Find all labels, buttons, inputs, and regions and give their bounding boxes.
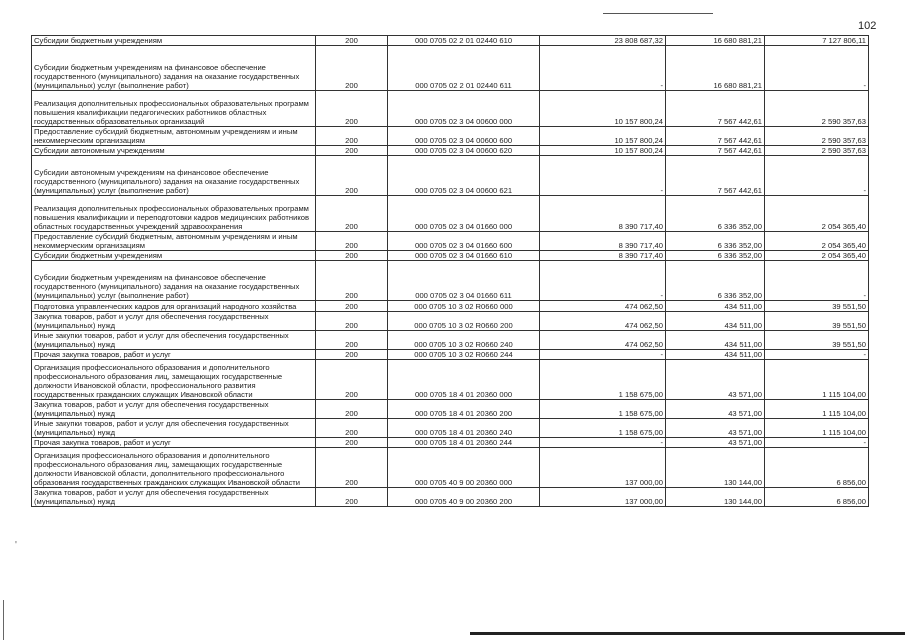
table-row — [32, 251, 869, 261]
executed-amount: 43 571,00 — [666, 360, 765, 400]
table-row — [32, 261, 869, 301]
remaining-amount: 2 054 365,40 — [765, 196, 869, 232]
table-row — [32, 301, 869, 312]
budget-code: 000 0705 18 4 01 20360 244 — [388, 438, 540, 448]
table-row — [32, 156, 869, 196]
row-name: Предоставление субсидий бюджетным, автономным учреждениям и иным некоммерческим организациям — [32, 127, 316, 146]
table-row — [32, 360, 869, 400]
budget-table — [31, 35, 869, 507]
admin-code: 200 — [316, 232, 388, 251]
remaining-amount: 2 590 357,63 — [765, 127, 869, 146]
budget-code: 000 0705 18 4 01 20360 240 — [388, 419, 540, 438]
budget-code: 000 0705 02 3 04 01660 600 — [388, 232, 540, 251]
planned-amount: 8 390 717,40 — [540, 251, 666, 261]
executed-amount: 434 511,00 — [666, 312, 765, 331]
planned-amount: 10 157 800,24 — [540, 91, 666, 127]
executed-amount: 434 511,00 — [666, 331, 765, 350]
row-name: Подготовка управленческих кадров для организаций народного хозяйства — [32, 301, 316, 312]
planned-amount: 8 390 717,40 — [540, 196, 666, 232]
executed-amount: 43 571,00 — [666, 400, 765, 419]
row-name: Субсидии бюджетным учреждениям — [32, 36, 316, 46]
table-row — [32, 91, 869, 127]
planned-amount: 10 157 800,24 — [540, 146, 666, 156]
budget-code: 000 0705 40 9 00 20360 000 — [388, 448, 540, 488]
row-name: Субсидии автономным учреждениям на финансовое обеспечение государственного (муниципального) задания на оказание государственных (муниципальных) услуг (выполнение работ) — [32, 156, 316, 196]
budget-code: 000 0705 02 3 04 00600 620 — [388, 146, 540, 156]
remaining-amount: 1 115 104,00 — [765, 360, 869, 400]
row-name: Реализация дополнительных профессиональных образовательных программ повышения квалификации педагогических работников областных государственных образовательных организаций — [32, 91, 316, 127]
executed-amount: 434 511,00 — [666, 350, 765, 360]
table-row — [32, 448, 869, 488]
remaining-amount: 1 115 104,00 — [765, 419, 869, 438]
admin-code: 200 — [316, 400, 388, 419]
executed-amount: 7 567 442,61 — [666, 91, 765, 127]
budget-code: 000 0705 18 4 01 20360 000 — [388, 360, 540, 400]
remaining-amount: 7 127 806,11 — [765, 36, 869, 46]
planned-amount: - — [540, 46, 666, 91]
table-row — [32, 438, 869, 448]
remaining-amount: 6 856,00 — [765, 488, 869, 507]
admin-code: 200 — [316, 196, 388, 232]
row-name: Предоставление субсидий бюджетным, автономным учреждениям и иным некоммерческим организациям — [32, 232, 316, 251]
table-row — [32, 46, 869, 91]
admin-code: 200 — [316, 46, 388, 91]
table-row — [32, 146, 869, 156]
remaining-amount: 2 590 357,63 — [765, 91, 869, 127]
executed-amount: 6 336 352,00 — [666, 251, 765, 261]
admin-code: 200 — [316, 488, 388, 507]
planned-amount: - — [540, 156, 666, 196]
row-name: Организация профессионального образования и дополнительного профессионального образования лиц, замещающих государственные должности Ивановской области, дополнительного профессионального образования государственных гражданских служащих Ивановской области — [32, 448, 316, 488]
budget-code: 000 0705 02 3 04 01660 611 — [388, 261, 540, 301]
planned-amount: 23 808 687,32 — [540, 36, 666, 46]
row-name: Закупка товаров, работ и услуг для обеспечения государственных (муниципальных) нужд — [32, 400, 316, 419]
table-body — [32, 36, 869, 507]
executed-amount: 6 336 352,00 — [666, 196, 765, 232]
remaining-amount: - — [765, 156, 869, 196]
page-number: 102 — [858, 20, 877, 32]
admin-code: 200 — [316, 36, 388, 46]
row-name: Субсидии бюджетным учреждениям — [32, 251, 316, 261]
budget-code: 000 0705 10 3 02 R0660 240 — [388, 331, 540, 350]
left-margin-line — [3, 600, 4, 640]
budget-code: 000 0705 18 4 01 20360 200 — [388, 400, 540, 419]
row-name: Организация профессионального образования и дополнительного профессионального образования лиц, замещающих государственные должности Ивановской области, профессионального развития государственных гражданских служащих Ивановской области — [32, 360, 316, 400]
admin-code: 200 — [316, 91, 388, 127]
planned-amount: - — [540, 438, 666, 448]
admin-code: 200 — [316, 438, 388, 448]
budget-code: 000 0705 02 3 04 00600 621 — [388, 156, 540, 196]
executed-amount: 16 680 881,21 — [666, 46, 765, 91]
planned-amount: 1 158 675,00 — [540, 419, 666, 438]
row-name: Субсидии бюджетным учреждениям на финансовое обеспечение государственного (муниципального) задания на оказание государственных (муниципальных) услуг (выполнение работ) — [32, 46, 316, 91]
executed-amount: 43 571,00 — [666, 419, 765, 438]
table-row — [32, 127, 869, 146]
budget-code: 000 0705 02 3 04 00600 000 — [388, 91, 540, 127]
budget-code: 000 0705 10 3 02 R0660 000 — [388, 301, 540, 312]
planned-amount: 137 000,00 — [540, 448, 666, 488]
remaining-amount: 2 054 365,40 — [765, 232, 869, 251]
table-row — [32, 419, 869, 438]
budget-code: 000 0705 02 3 04 01660 000 — [388, 196, 540, 232]
admin-code: 200 — [316, 419, 388, 438]
budget-code: 000 0705 02 3 04 01660 610 — [388, 251, 540, 261]
executed-amount: 7 567 442,61 — [666, 156, 765, 196]
planned-amount: 1 158 675,00 — [540, 400, 666, 419]
budget-code: 000 0705 10 3 02 R0660 244 — [388, 350, 540, 360]
planned-amount: 474 062,50 — [540, 301, 666, 312]
remaining-amount: 39 551,50 — [765, 301, 869, 312]
executed-amount: 130 144,00 — [666, 448, 765, 488]
row-name: Субсидии бюджетным учреждениям на финансовое обеспечение государственного (муниципального) задания на оказание государственных (муниципальных) услуг (выполнение работ) — [32, 261, 316, 301]
admin-code: 200 — [316, 127, 388, 146]
remaining-amount: - — [765, 46, 869, 91]
planned-amount: 474 062,50 — [540, 312, 666, 331]
margin-mark: ' — [15, 540, 17, 551]
row-name: Реализация дополнительных профессиональных образовательных программ повышения квалификации и переподготовки кадров медицинских работников областных государственных учреждений здравоохранения — [32, 196, 316, 232]
admin-code: 200 — [316, 156, 388, 196]
admin-code: 200 — [316, 448, 388, 488]
planned-amount: 10 157 800,24 — [540, 127, 666, 146]
row-name: Прочая закупка товаров, работ и услуг — [32, 350, 316, 360]
remaining-amount: 6 856,00 — [765, 448, 869, 488]
budget-code: 000 0705 02 3 04 00600 600 — [388, 127, 540, 146]
remaining-amount: 39 551,50 — [765, 312, 869, 331]
row-name: Иные закупки товаров, работ и услуг для обеспечения государственных (муниципальных) нужд — [32, 331, 316, 350]
planned-amount: 474 062,50 — [540, 331, 666, 350]
admin-code: 200 — [316, 146, 388, 156]
table-row — [32, 196, 869, 232]
executed-amount: 43 571,00 — [666, 438, 765, 448]
table-row — [32, 232, 869, 251]
remaining-amount: 2 590 357,63 — [765, 146, 869, 156]
table-row — [32, 350, 869, 360]
admin-code: 200 — [316, 350, 388, 360]
admin-code: 200 — [316, 312, 388, 331]
remaining-amount: 39 551,50 — [765, 331, 869, 350]
admin-code: 200 — [316, 301, 388, 312]
admin-code: 200 — [316, 261, 388, 301]
row-name: Иные закупки товаров, работ и услуг для обеспечения государственных (муниципальных) нужд — [32, 419, 316, 438]
table-row — [32, 36, 869, 46]
executed-amount: 6 336 352,00 — [666, 261, 765, 301]
remaining-amount: - — [765, 350, 869, 360]
admin-code: 200 — [316, 251, 388, 261]
admin-code: 200 — [316, 360, 388, 400]
budget-code: 000 0705 40 9 00 20360 200 — [388, 488, 540, 507]
executed-amount: 7 567 442,61 — [666, 146, 765, 156]
planned-amount: 1 158 675,00 — [540, 360, 666, 400]
budget-code: 000 0705 02 2 01 02440 611 — [388, 46, 540, 91]
planned-amount: 8 390 717,40 — [540, 232, 666, 251]
budget-code: 000 0705 02 2 01 02440 610 — [388, 36, 540, 46]
remaining-amount: - — [765, 261, 869, 301]
top-rule — [603, 13, 713, 14]
table-row — [32, 400, 869, 419]
executed-amount: 16 680 881,21 — [666, 36, 765, 46]
planned-amount: - — [540, 350, 666, 360]
executed-amount: 130 144,00 — [666, 488, 765, 507]
bottom-rule — [470, 632, 905, 635]
table-row — [32, 331, 869, 350]
executed-amount: 7 567 442,61 — [666, 127, 765, 146]
table-row — [32, 488, 869, 507]
row-name: Закупка товаров, работ и услуг для обеспечения государственных (муниципальных) нужд — [32, 488, 316, 507]
remaining-amount: 2 054 365,40 — [765, 251, 869, 261]
row-name: Закупка товаров, работ и услуг для обеспечения государственных (муниципальных) нужд — [32, 312, 316, 331]
table-row — [32, 312, 869, 331]
executed-amount: 6 336 352,00 — [666, 232, 765, 251]
budget-code: 000 0705 10 3 02 R0660 200 — [388, 312, 540, 331]
remaining-amount: 1 115 104,00 — [765, 400, 869, 419]
planned-amount: - — [540, 261, 666, 301]
planned-amount: 137 000,00 — [540, 488, 666, 507]
row-name: Прочая закупка товаров, работ и услуг — [32, 438, 316, 448]
executed-amount: 434 511,00 — [666, 301, 765, 312]
admin-code: 200 — [316, 331, 388, 350]
remaining-amount: - — [765, 438, 869, 448]
row-name: Субсидии автономным учреждениям — [32, 146, 316, 156]
